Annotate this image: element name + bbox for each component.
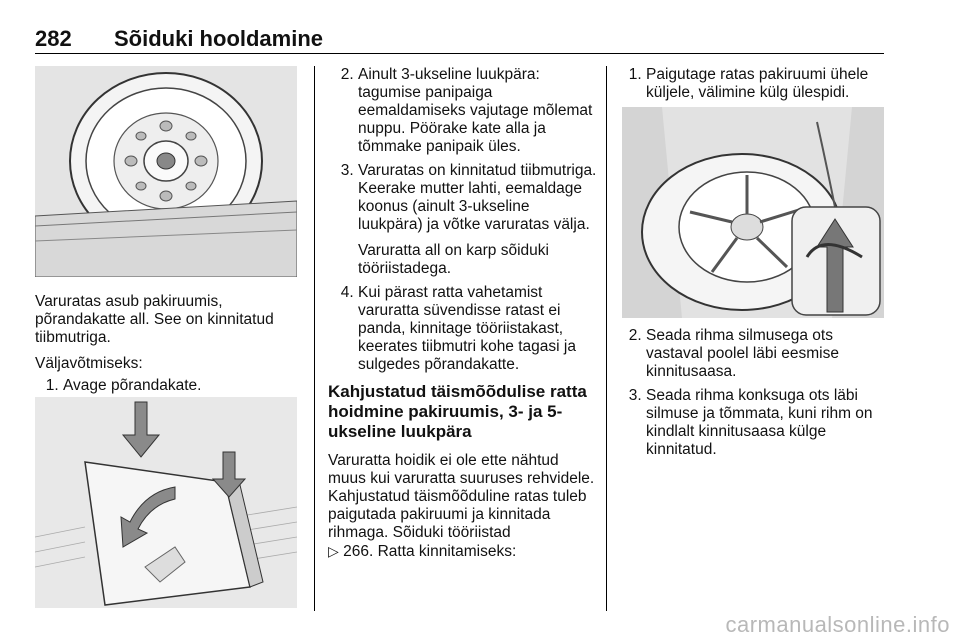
column-2 <box>328 66 598 569</box>
col2-step-3 <box>358 162 598 278</box>
column-3-top <box>622 66 892 110</box>
wheel-strap-illustration <box>622 107 884 318</box>
intro-paragraph: Varuratas asub pakiruumis, põrandakatte all. See on kinnitatud tiibmutriga. <box>35 293 274 346</box>
header-rule <box>35 53 884 54</box>
triangle-arrow-icon: ▷ <box>328 543 339 559</box>
col3-step-3: 3. Seada rihma konksuga ots läbi silmuse ja tõmmata, kuni rihm on kindlalt kinnitusaasa külge kinnitatud. <box>646 387 892 459</box>
storage-paragraph-text: Varuratta hoidik ei ole ette nähtud muus kui varuratta suuruses rehvidele. Kahjustatud täismõõduline ratas tuleb paigutada pakiruumi ja kinnitada rihmaga. Sõiduki tööriistad <box>328 452 595 541</box>
page-reference[interactable]: 266. Ratta kinnitamiseks: <box>343 543 517 560</box>
column-1 <box>35 293 303 403</box>
watermark: carmanualsonline.info <box>725 612 950 637</box>
section-heading: Kahjustatud täismõõdulise ratta hoidmine pakiruumis, 3- ja 5-ukseline luukpära <box>328 382 587 441</box>
column-divider-2 <box>606 66 607 611</box>
col1-step-1: 1. Avage põrandakate. <box>63 377 303 395</box>
col3-step-1: 1. Paigutage ratas pakiruumi ühele küljele, välimine külg ülespidi. <box>646 66 892 102</box>
release-label: Väljavõtmiseks: <box>35 355 143 372</box>
floor-cover-illustration <box>35 397 297 608</box>
col2-step-4: 4. Kui pärast ratta vahetamist varuratta süvendisse ratast ei panda, kinnitage tööriistakast, keerates tiibmutri kohe tagasi ja sulgedes põrandakatte. <box>358 284 598 374</box>
column-divider-1 <box>314 66 315 611</box>
page-title: Sõiduki hooldamine <box>114 26 324 51</box>
col2-step-3-note: Varuratta all on karp sõiduki tööriistadega. <box>358 242 549 277</box>
storage-paragraph <box>328 452 598 561</box>
col2-step-2: 2. Ainult 3-ukseline luukpära: tagumise panipaiga eemaldamiseks vajutage mõlemat nuppu. Pöörake kate alla ja tõmmake panipaik üles. <box>358 66 598 156</box>
page-number: 282 <box>35 26 72 51</box>
col2-step-3-text: Varuratas on kinnitatud tiibmutriga. Keerake mutter lahti, eemaldage koonus (ainult 3-ukseline luukpära) ja võtke varuratas välja. <box>358 162 597 233</box>
col3-step-2: 2. Seada rihma silmusega ots vastaval poolel läbi eesmise kinnitusaasa. <box>646 327 892 381</box>
column-3-bottom <box>622 327 892 467</box>
spare-wheel-illustration <box>35 66 297 277</box>
